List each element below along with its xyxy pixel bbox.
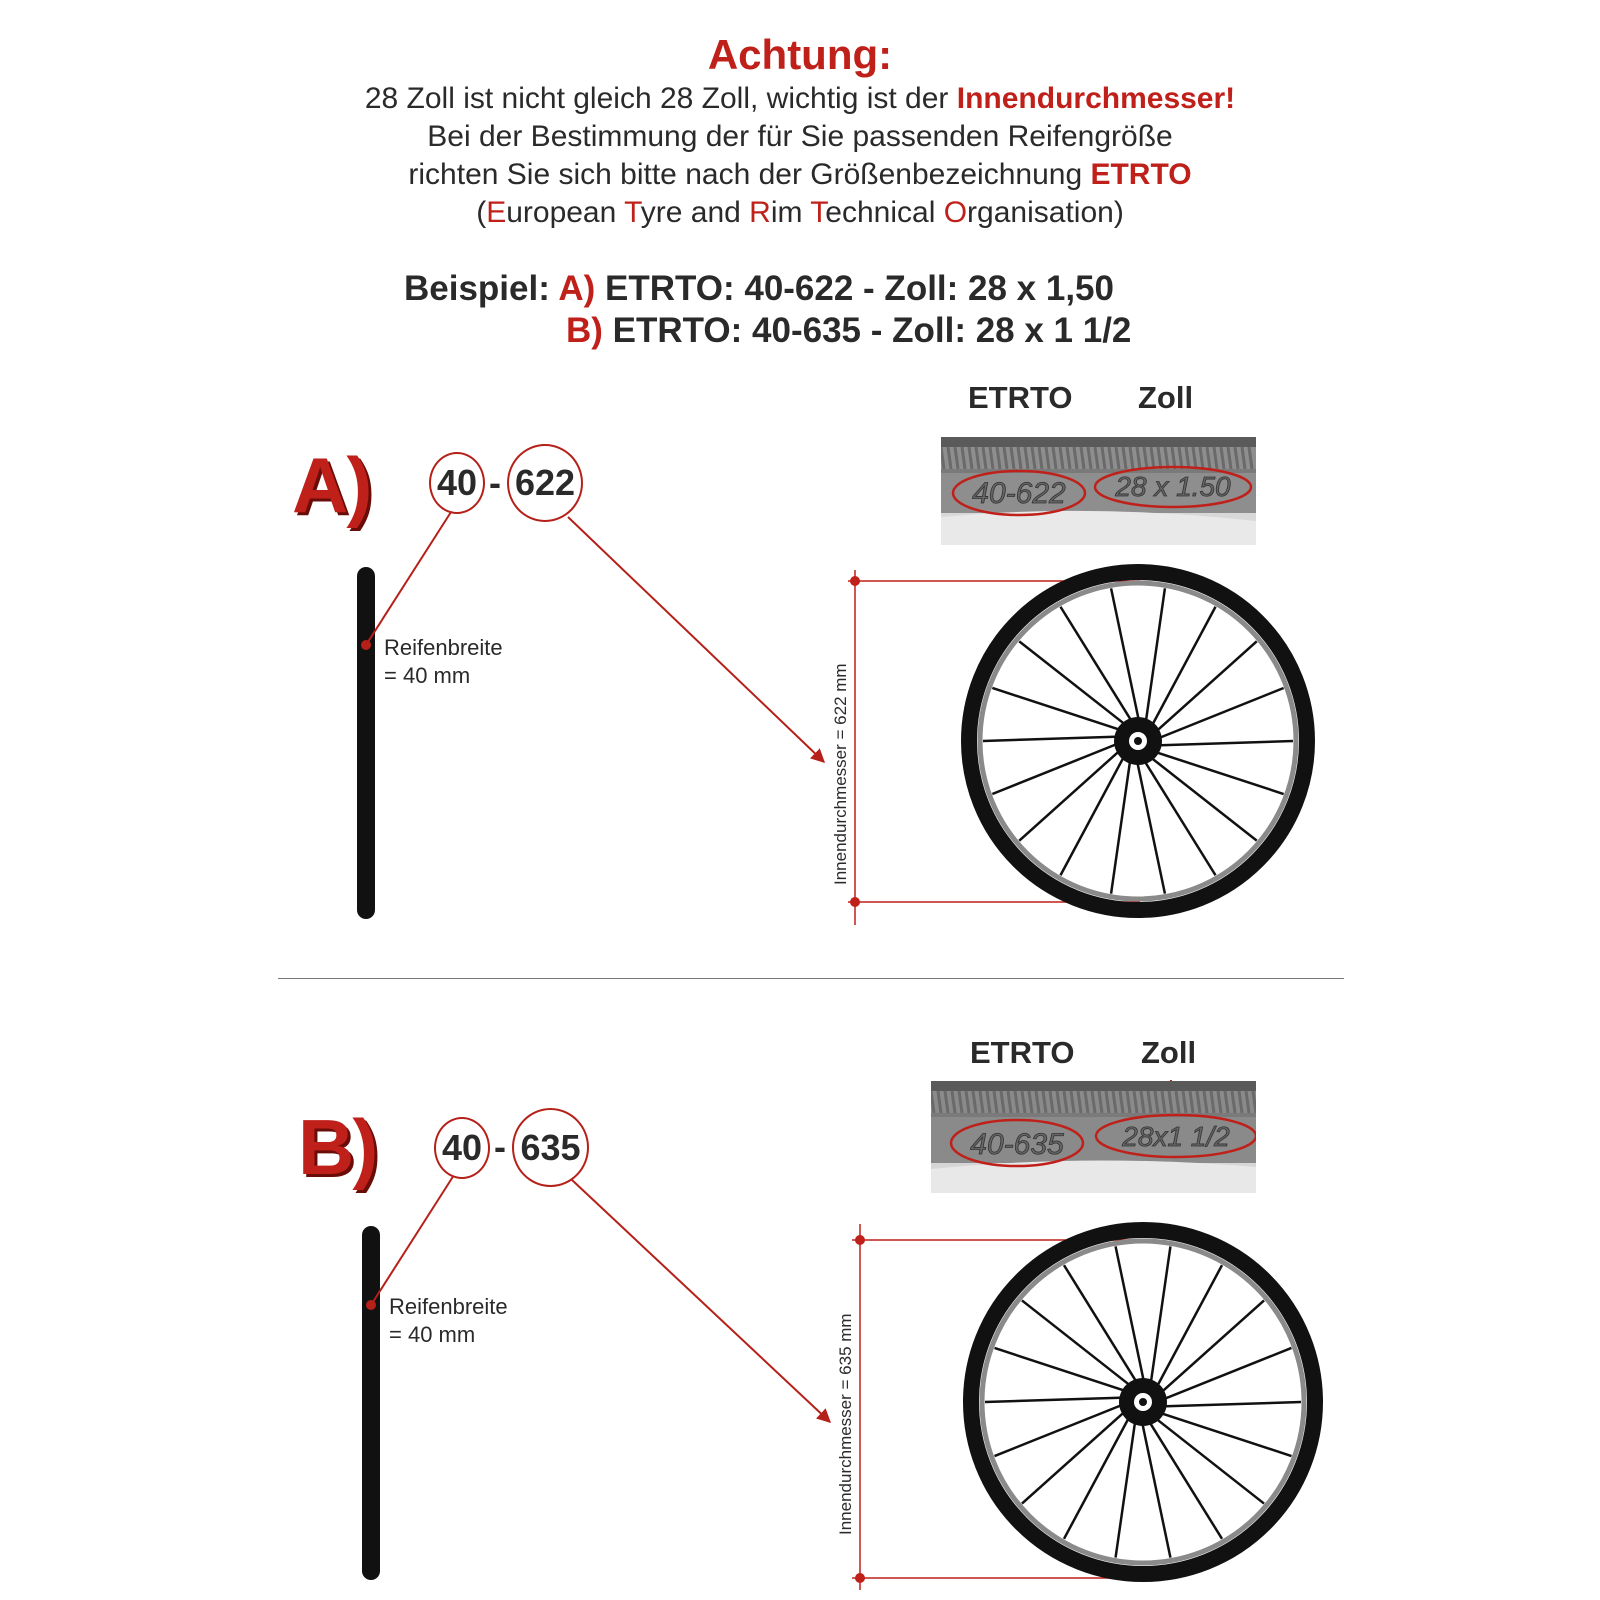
spoke: [1061, 748, 1129, 875]
width-pointer-line: [366, 512, 451, 645]
spoke: [1155, 1348, 1291, 1403]
spoke: [1019, 745, 1126, 841]
spoke: [1148, 1413, 1264, 1504]
spoke: [1149, 641, 1256, 737]
tyre-width-text: Reifenbreite = 40 mm: [384, 635, 503, 688]
emphasis-etrto: ETRTO: [1090, 158, 1192, 191]
spoke: [1153, 1265, 1222, 1395]
spoke: [1022, 1300, 1138, 1391]
diameter-pointer-line: [572, 1180, 830, 1422]
spoke: [1019, 641, 1132, 730]
spoke: [1064, 1265, 1142, 1390]
header-line-2: Bei der Bestimmung der für Sie passenden Reifengröße: [427, 120, 1173, 153]
etrto-label: ETRTO: [968, 380, 1073, 415]
example-label: Beispiel:: [404, 269, 550, 308]
photo-zoll-text: 28x1 1/2: [1122, 1121, 1230, 1152]
spoke: [1149, 741, 1293, 746]
spoke: [1143, 752, 1256, 841]
spoke: [1139, 753, 1215, 875]
zoll-label: Zoll: [1141, 1035, 1197, 1070]
spoke: [1135, 753, 1165, 894]
spoke: [1140, 1414, 1170, 1558]
inner-diameter-label: Innendurchmesser = 622 mm: [831, 663, 850, 885]
section-a-letter: A): [292, 441, 371, 529]
example-b-key: B): [566, 311, 603, 350]
diameter-pointer-line: [568, 517, 824, 762]
spoke: [1154, 1402, 1301, 1407]
inner-diameter-label: Innendurchmesser = 635 mm: [836, 1313, 855, 1535]
tyre-sidewall-photo: [931, 1081, 1256, 1193]
tyre-width-bar: [362, 1226, 380, 1580]
spoke: [1022, 1406, 1132, 1504]
example-a-text: ETRTO: 40-622 - Zoll: 28 x 1,50: [605, 269, 1114, 308]
zoll-label: Zoll: [1138, 380, 1194, 415]
section-divider: [278, 978, 1344, 979]
spoke: [1150, 1246, 1171, 1392]
header-line-1: 28 Zoll ist nicht gleich 28 Zoll, wichtig ist der Innendurchmesser!: [364, 82, 1236, 115]
diameter-code-circle: 635: [512, 1108, 589, 1187]
spoke: [1116, 1412, 1137, 1558]
spoke: [992, 740, 1126, 794]
spoke: [1116, 1246, 1146, 1390]
etrto-label: ETRTO: [970, 1035, 1075, 1070]
tyre-width-bar: [357, 567, 375, 919]
example-b-text: ETRTO: 40-635 - Zoll: 28 x 1 1/2: [612, 311, 1132, 350]
emphasis-innendurchmesser: Innendurchmesser!: [956, 82, 1236, 115]
width-code-circle: 40: [434, 1117, 490, 1179]
width-pointer-line: [371, 1175, 454, 1305]
warning-title: Achtung:: [707, 31, 893, 78]
spoke: [1064, 1409, 1133, 1539]
wheel-b: [971, 1230, 1315, 1574]
diameter-code-circle: 622: [507, 444, 583, 522]
photo-zoll-text: 28 x 1.50: [1115, 471, 1231, 502]
photo-etrto-text: 40-635: [970, 1128, 1064, 1161]
header-line-3: richten Sie sich bitte nach der Größenbezeichnung ETRTO: [408, 158, 1192, 191]
example-a-key: A): [558, 269, 596, 308]
spoke: [1144, 1414, 1222, 1539]
spoke: [1111, 588, 1141, 729]
spoke: [995, 1401, 1131, 1456]
tyre-width-text: Reifenbreite = 40 mm: [389, 1294, 508, 1347]
code-dash: -: [494, 1126, 506, 1167]
spoke: [1061, 607, 1137, 729]
tyre-sidewall-photo: [941, 437, 1256, 545]
header-line-4: (European Tyre and Rim Technical Organisation): [476, 196, 1124, 229]
width-code-circle: 40: [429, 452, 485, 514]
wheel-a: [969, 572, 1307, 910]
section-b-letter: B): [298, 1103, 377, 1191]
spoke: [1148, 607, 1216, 734]
spoke: [985, 1397, 1132, 1402]
spoke: [1154, 1300, 1264, 1398]
code-dash: -: [489, 462, 501, 503]
photo-etrto-text: 40-622: [972, 477, 1066, 510]
spoke: [983, 736, 1127, 741]
spoke: [1150, 688, 1284, 742]
